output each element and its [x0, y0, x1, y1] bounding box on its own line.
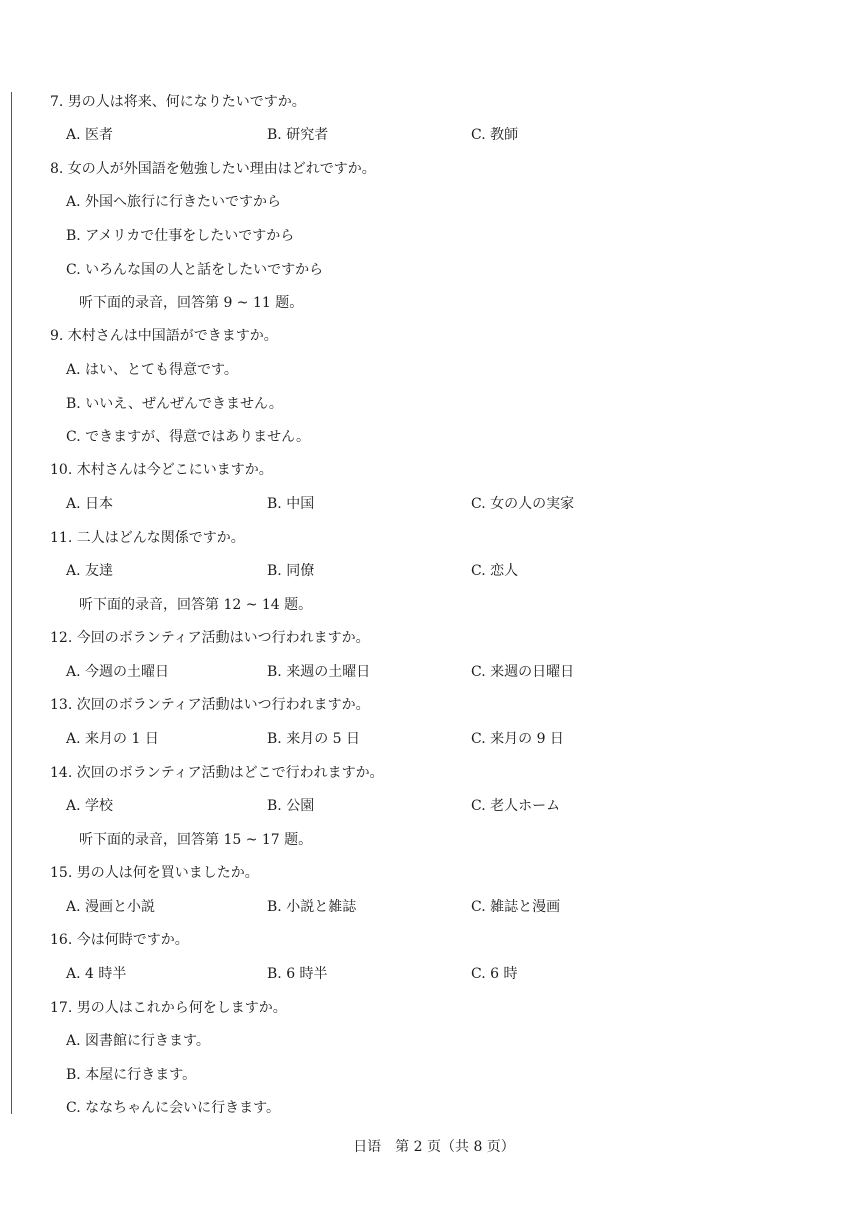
question-13-stem: 13. 次回のボランティア活動はいつ行われますか。	[50, 697, 370, 713]
question-17-stem: 17. 男の人はこれから何をしますか。	[50, 1000, 287, 1016]
option-a: A. 4 時半	[66, 966, 127, 982]
option-b: B. 来週の土曜日	[267, 664, 371, 680]
question-16-options	[66, 965, 846, 983]
option-a: A. 今週の土曜日	[66, 664, 170, 680]
option-b: B. 公園	[267, 798, 315, 814]
option-c: C. 6 時	[471, 966, 518, 982]
option-c: C. 恋人	[471, 563, 519, 579]
option-b: B. 来月の 5 日	[267, 731, 360, 747]
option-a: A. 来月の 1 日	[66, 731, 159, 747]
option-b: B. 中国	[267, 496, 315, 512]
question-11-options	[66, 562, 846, 580]
question-7-options	[66, 126, 846, 144]
option-c: C. 教師	[471, 127, 519, 143]
option-c: C. いろんな国の人と話をしたいですから	[66, 262, 324, 278]
option-b: B. 本屋に行きます。	[66, 1067, 197, 1083]
option-a: A. 学校	[66, 798, 114, 814]
margin-line	[11, 92, 12, 1114]
option-a: A. 外国へ旅行に行きたいですから	[66, 194, 282, 210]
option-c: C. 来月の 9 日	[471, 731, 564, 747]
question-10-options	[66, 495, 846, 513]
page-footer: 日语 第 2 页（共 8 页）	[353, 1139, 515, 1155]
option-b: B. 同僚	[267, 563, 315, 579]
question-14-stem: 14. 次回のボランティア活動はどこで行われますか。	[50, 765, 384, 781]
option-b: B. 6 時半	[267, 966, 328, 982]
option-a: A. 漫画と小説	[66, 899, 156, 915]
question-7-stem: 7. 男の人は将来、何になりたいですか。	[50, 94, 306, 110]
listening-instruction: 听下面的录音，回答第 12 ~ 14 题。	[79, 597, 313, 613]
question-8-stem: 8. 女の人が外国語を勉強したい理由はどれですか。	[50, 161, 376, 177]
question-11-stem: 11. 二人はどんな関係ですか。	[50, 530, 245, 546]
option-c: C. 老人ホーム	[471, 798, 561, 814]
option-a: A. 日本	[66, 496, 114, 512]
option-c: C. 雑誌と漫画	[471, 899, 561, 915]
option-b: B. 研究者	[267, 127, 329, 143]
question-15-stem: 15. 男の人は何を買いましたか。	[50, 865, 259, 881]
option-c: C. できますが、得意ではありません。	[66, 429, 310, 445]
option-b: B. いいえ、ぜんぜんできません。	[66, 396, 283, 412]
option-b: B. アメリカで仕事をしたいですから	[66, 228, 295, 244]
question-12-options	[66, 663, 846, 681]
option-a: A. 友達	[66, 563, 114, 579]
option-c: C. 来週の日曜日	[471, 664, 575, 680]
question-14-options	[66, 797, 846, 815]
question-9-stem: 9. 木村さんは中国語ができますか。	[50, 328, 278, 344]
listening-instruction: 听下面的录音，回答第 15 ~ 17 题。	[79, 832, 313, 848]
question-12-stem: 12. 今回のボランティア活動はいつ行われますか。	[50, 630, 370, 646]
option-c: C. 女の人の実家	[471, 496, 575, 512]
question-15-options	[66, 898, 846, 916]
question-10-stem: 10. 木村さんは今どこにいますか。	[50, 462, 273, 478]
listening-instruction: 听下面的录音，回答第 9 ~ 11 题。	[79, 295, 304, 311]
option-a: A. 医者	[66, 127, 114, 143]
option-a: A. はい、とても得意です。	[66, 362, 238, 378]
option-a: A. 図書館に行きます。	[66, 1033, 210, 1049]
option-c: C. ななちゃんに会いに行きます。	[66, 1100, 280, 1116]
option-b: B. 小説と雑誌	[267, 899, 357, 915]
question-13-options	[66, 730, 846, 748]
question-16-stem: 16. 今は何時ですか。	[50, 932, 189, 948]
